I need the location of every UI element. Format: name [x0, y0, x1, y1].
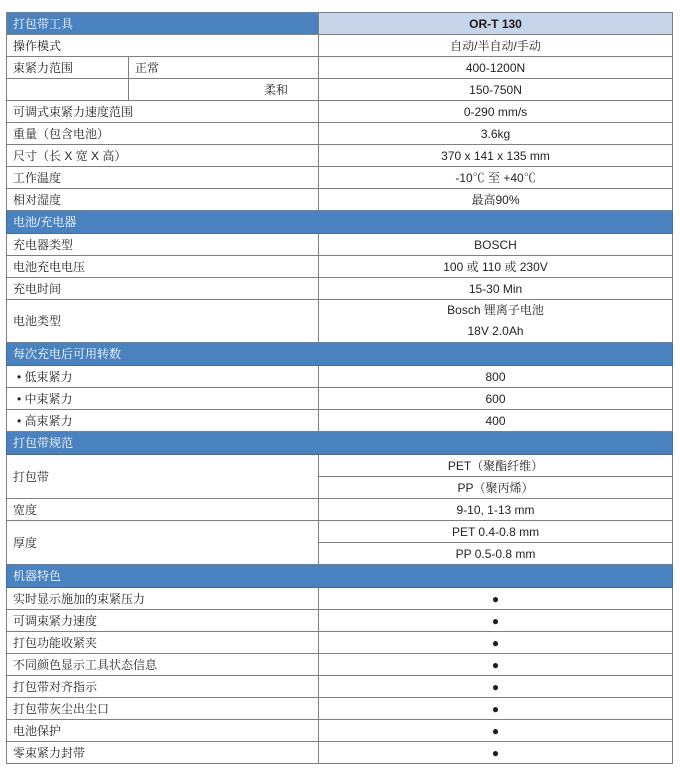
header-title: 打包带工具: [13, 16, 74, 31]
row-value-secondary: 18V 2.0Ah: [467, 324, 524, 338]
row-label: 宽度: [13, 502, 38, 517]
row-value: PET 0.4-0.8 mm: [451, 524, 540, 539]
feature-label: 不同颜色显示工具状态信息: [13, 657, 158, 672]
row-value-cell: [319, 654, 673, 676]
table-row: [7, 167, 673, 189]
row-label-cell: [7, 123, 319, 145]
section-header-row: [7, 343, 673, 366]
table-row: [7, 521, 673, 543]
row-label: • 高束紧力: [17, 413, 73, 428]
table-row: [7, 101, 673, 123]
row-label: 电池充电电压: [13, 259, 86, 274]
row-value-secondary: PP（聚丙烯）: [457, 480, 534, 495]
row-label-cell: [7, 278, 319, 300]
row-label: • 低束紧力: [17, 369, 73, 384]
feature-label: 可调束紧力速度: [13, 613, 98, 628]
row-label-cell: [7, 300, 319, 343]
feature-label: 打包带对齐指示: [13, 679, 98, 694]
row-value-cell: [319, 57, 673, 79]
feature-dot: ●: [491, 679, 500, 694]
row-value-cell: [319, 477, 673, 499]
row-value-cell: [319, 234, 673, 256]
row-sublabel: 柔和: [264, 82, 289, 97]
table-row: [7, 278, 673, 300]
table-row: [7, 79, 673, 101]
table-row: [7, 145, 673, 167]
row-value-cell: [319, 300, 673, 343]
feature-label: 电池保护: [13, 723, 62, 738]
row-value-cell: [319, 35, 673, 57]
feature-dot: ●: [491, 723, 500, 738]
row-value-cell: [319, 698, 673, 720]
row-value-cell: [319, 256, 673, 278]
section-header-row: [7, 211, 673, 234]
row-value: 0-290 mm/s: [463, 104, 528, 119]
row-label-cell: [7, 79, 129, 101]
row-value: 最高90%: [471, 192, 520, 207]
table-row: [7, 632, 673, 654]
section-title: 电池/充电器: [13, 215, 77, 229]
row-label: 厚度: [13, 535, 38, 550]
section-title: 打包带规范: [13, 436, 74, 450]
feature-dot: ●: [491, 745, 500, 760]
row-value: 150-750N: [469, 82, 522, 97]
row-label: 工作温度: [13, 170, 62, 185]
row-label-cell: [7, 57, 129, 79]
row-value: 400: [485, 413, 506, 428]
row-label: 操作模式: [13, 38, 62, 53]
table-row: [7, 123, 673, 145]
section-header-row: [7, 565, 673, 588]
row-label-cell: [7, 455, 319, 499]
row-value-secondary: PP 0.5-0.8 mm: [455, 546, 536, 561]
table-row: [7, 410, 673, 432]
feature-dot: ●: [491, 613, 500, 628]
row-value-cell: [319, 366, 673, 388]
table-header-row: [7, 13, 673, 35]
row-label-cell: [7, 720, 319, 742]
row-label-cell: [7, 410, 319, 432]
table-row: [7, 57, 673, 79]
row-sublabel: 正常: [135, 60, 160, 75]
header-model: OR-T 130: [469, 16, 522, 31]
row-value: 600: [485, 391, 506, 406]
row-label-cell: [7, 499, 319, 521]
row-sublabel-cell: [129, 57, 319, 79]
row-value-cell: [319, 610, 673, 632]
row-value-cell: [319, 189, 673, 211]
feature-dot: ●: [491, 701, 500, 716]
row-value-cell: [319, 588, 673, 610]
table-row: [7, 388, 673, 410]
table-row: [7, 654, 673, 676]
table-row: [7, 366, 673, 388]
table-row: [7, 742, 673, 764]
table-row: [7, 234, 673, 256]
row-label-cell: [7, 588, 319, 610]
row-value-cell: [319, 388, 673, 410]
row-value-cell: [319, 455, 673, 477]
row-label-cell: [7, 366, 319, 388]
row-label-cell: [7, 189, 319, 211]
feature-label: 实时显示施加的束紧压力: [13, 591, 146, 606]
row-label-cell: [7, 256, 319, 278]
feature-label: 打包带灰尘出尘口: [13, 701, 110, 716]
row-value-cell: [319, 543, 673, 565]
table-row: [7, 300, 673, 343]
feature-label: 零束紧力封带: [13, 745, 86, 760]
row-label-cell: [7, 35, 319, 57]
row-label-cell: [7, 145, 319, 167]
row-label: 可调式束紧力速度范围: [13, 104, 134, 119]
section-header-cell: [7, 343, 673, 366]
row-label-cell: [7, 234, 319, 256]
section-header-row: [7, 432, 673, 455]
row-label-cell: [7, 698, 319, 720]
table-row: [7, 588, 673, 610]
row-value-cell: [319, 278, 673, 300]
row-value: 100 或 110 或 230V: [443, 259, 548, 274]
row-value-cell: [319, 101, 673, 123]
row-value-cell: [319, 632, 673, 654]
feature-dot: ●: [491, 591, 500, 606]
row-value: 3.6kg: [480, 126, 511, 141]
row-value: 15-30 Min: [468, 281, 523, 296]
feature-dot: ●: [491, 657, 500, 672]
row-label: 充电时间: [13, 281, 62, 296]
row-value: 9-10, 1-13 mm: [456, 502, 535, 517]
table-row: [7, 499, 673, 521]
specification-table: [6, 12, 673, 764]
row-label: 电池类型: [13, 314, 62, 328]
table-row: [7, 610, 673, 632]
row-label: 束紧力范围: [13, 60, 74, 75]
row-sublabel-cell: [129, 79, 319, 101]
table-row: [7, 455, 673, 477]
row-value-cell: [319, 410, 673, 432]
row-value: -10℃ 至 +40℃: [455, 170, 536, 185]
row-label: 相对湿度: [13, 192, 62, 207]
header-model-cell: [319, 13, 673, 35]
row-value: 400-1200N: [465, 60, 526, 75]
row-label-cell: [7, 654, 319, 676]
row-value: 自动/半自动/手动: [450, 38, 541, 53]
row-label-cell: [7, 610, 319, 632]
row-label: [7, 88, 128, 92]
row-value-cell: [319, 499, 673, 521]
row-value: PET（聚酯纤维）: [447, 458, 544, 473]
row-label: 充电器类型: [13, 237, 74, 252]
row-label-cell: [7, 742, 319, 764]
row-label: • 中束紧力: [17, 391, 73, 406]
row-value-cell: [319, 145, 673, 167]
row-value: 800: [485, 369, 506, 384]
section-title: 每次充电后可用转数: [13, 347, 122, 361]
row-label-cell: [7, 101, 319, 123]
header-title-cell: [7, 13, 319, 35]
table-row: [7, 676, 673, 698]
spec-sheet: [4, 0, 676, 764]
row-label-cell: [7, 388, 319, 410]
row-value-cell: [319, 742, 673, 764]
row-value-cell: [319, 79, 673, 101]
row-value-cell: [319, 720, 673, 742]
feature-dot: ●: [491, 635, 500, 650]
section-header-cell: [7, 565, 673, 588]
row-label-cell: [7, 676, 319, 698]
row-value: Bosch 锂离子电池: [447, 303, 544, 317]
section-header-cell: [7, 211, 673, 234]
row-value: 370 x 141 x 135 mm: [441, 148, 550, 163]
row-label: 打包带: [13, 469, 50, 484]
section-title: 机器特色: [13, 569, 62, 583]
row-value-cell: [319, 123, 673, 145]
row-label: 尺寸（长 X 宽 X 高）: [13, 148, 127, 163]
table-row: [7, 35, 673, 57]
row-value-cell: [319, 676, 673, 698]
row-value: BOSCH: [474, 237, 517, 252]
table-row: [7, 189, 673, 211]
row-label-cell: [7, 521, 319, 565]
row-label: 重量（包含电池）: [13, 126, 110, 141]
table-row: [7, 256, 673, 278]
row-value-cell: [319, 521, 673, 543]
row-label-cell: [7, 167, 319, 189]
table-row: [7, 720, 673, 742]
table-row: [7, 698, 673, 720]
row-value-cell: [319, 167, 673, 189]
feature-label: 打包功能收紧夹: [13, 635, 98, 650]
section-header-cell: [7, 432, 673, 455]
row-label-cell: [7, 632, 319, 654]
